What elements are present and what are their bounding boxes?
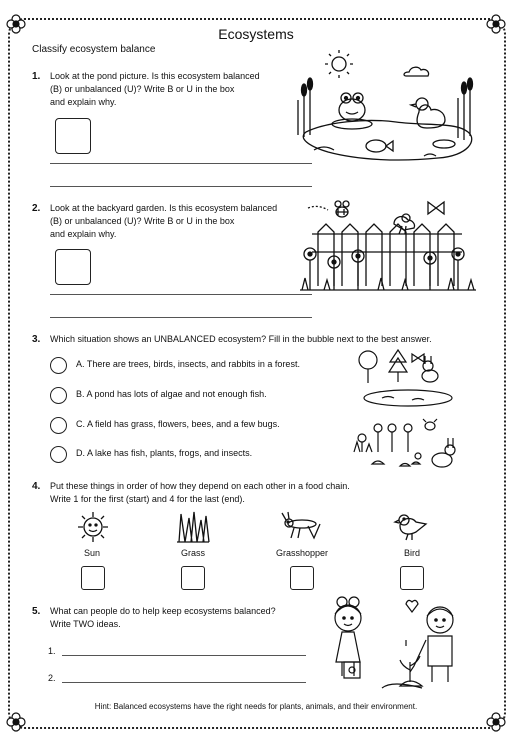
answer-box[interactable]: [55, 249, 91, 285]
question-line: Look at the backyard garden. Is this ecosystem balanced: [50, 203, 278, 213]
option-b: B. A pond has lots of algae and not enough fish.: [76, 389, 267, 399]
flower-icon: [486, 712, 506, 732]
question-number: 2.: [32, 203, 41, 214]
answer-bubble-b[interactable]: [50, 387, 67, 404]
question-line: (B) or unbalanced (U)? Write B or U in the box: [50, 216, 235, 226]
answer-bubble-d[interactable]: [50, 446, 67, 463]
answer-bubble-a[interactable]: [50, 357, 67, 374]
sun-icon: [76, 510, 110, 544]
option-a: A. There are trees, birds, insects, and rabbits in a forest.: [76, 359, 300, 369]
flower-icon: [6, 712, 26, 732]
order-box[interactable]: [400, 566, 424, 590]
grasshopper-icon: [280, 512, 324, 542]
food-chain-label: Sun: [83, 548, 100, 558]
kids-gardening-illustration: [322, 590, 472, 695]
answer-line[interactable]: [62, 682, 306, 683]
order-box[interactable]: [290, 566, 314, 590]
answer-box[interactable]: [55, 118, 91, 154]
question-line: Put these things in order of how they depend on each other in a food chain.: [50, 481, 350, 491]
hint-text: Hint: Balanced ecosystems have the right needs for plants, animals, and their environment.: [94, 702, 418, 711]
situations-illustration: [352, 348, 482, 473]
option-c: C. A field has grass, flowers, bees, and a few bugs.: [76, 419, 280, 429]
question-line: What can people do to help keep ecosystems balanced?: [50, 606, 276, 616]
order-box[interactable]: [81, 566, 105, 590]
question-1-text: [50, 70, 260, 109]
option-d: D. A lake has fish, plants, frogs, and insects.: [76, 448, 253, 458]
pond-illustration: [294, 52, 484, 172]
food-chain-label: Grass: [180, 548, 205, 558]
answer-line[interactable]: [50, 163, 312, 164]
question-line: Write 1 for the first (start) and 4 for the last (end).: [50, 494, 245, 504]
bird-icon: [394, 508, 430, 542]
question-line: and explain why.: [50, 97, 117, 107]
page-subtitle: Classify ecosystem balance: [32, 44, 156, 55]
answer-line[interactable]: [50, 186, 312, 187]
page-title: Ecosystems: [218, 26, 294, 42]
blank-label: 2.: [48, 673, 56, 683]
food-chain-label: Bird: [403, 548, 420, 558]
answer-line[interactable]: [62, 655, 306, 656]
question-number: 4.: [32, 481, 41, 492]
garden-illustration: [298, 196, 478, 296]
answer-line[interactable]: [50, 294, 312, 295]
question-line: Look at the pond picture. Is this ecosystem balanced: [50, 71, 260, 81]
order-box[interactable]: [181, 566, 205, 590]
question-line: and explain why.: [50, 229, 117, 239]
question-number: 3.: [32, 334, 41, 345]
question-2-text: [50, 202, 277, 241]
question-number: 1.: [32, 71, 41, 82]
question-number: 5.: [32, 606, 41, 617]
blank-label: 1.: [48, 646, 56, 656]
answer-line[interactable]: [50, 317, 312, 318]
grass-icon: [175, 510, 211, 544]
question-line: Write TWO ideas.: [50, 619, 121, 629]
question-3-text: Which situation shows an UNBALANCED ecosystem? Fill in the bubble next to the best answer.: [50, 334, 432, 344]
answer-bubble-c[interactable]: [50, 417, 67, 434]
question-line: (B) or unbalanced (U)? Write B or U in the box: [50, 84, 235, 94]
question-5-text: [50, 605, 276, 631]
question-4-text: [50, 480, 350, 506]
food-chain-label: Grasshopper: [275, 548, 329, 558]
